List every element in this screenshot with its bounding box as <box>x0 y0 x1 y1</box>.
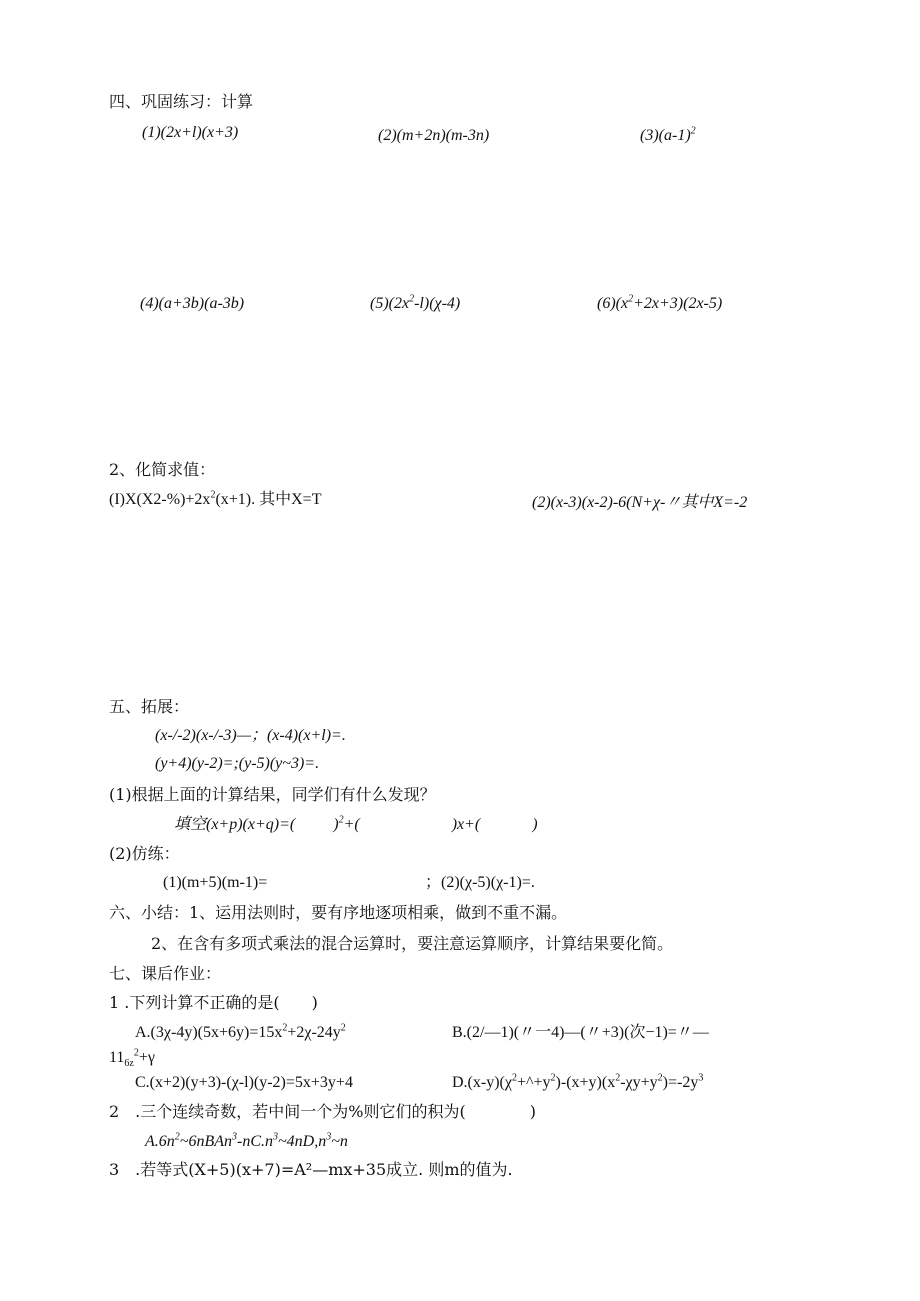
extension-question-2: (2)仿练： <box>109 844 180 863</box>
option-c: C.(x+2)(y+3)-(χ-l)(y-2)=5x+3y+4 <box>135 1074 353 1091</box>
homework-question-1: 1 .下列计算不正确的是( ) <box>109 993 318 1012</box>
option-b-continued: $11_{6z}^2+\gamma$ <box>109 1047 155 1070</box>
simplify-heading: 2、化简求值： <box>109 460 216 479</box>
summary-line-2: 2、在含有多项式乘法的混合运算时，要注意运算顺序，计算结果要化简。 <box>151 934 674 953</box>
problem-5: $(5)(2x^2-l)(\chi-4)$ <box>370 293 461 312</box>
problem-3: $(3)(a-1)^2$ <box>640 125 696 144</box>
section-heading-extension: 五、拓展： <box>109 697 190 716</box>
homework-question-3: 3 .若等式(X+5)(x+7)=A²—mx+35成立. 则m的值为. <box>109 1160 513 1179</box>
summary-line-1: 六、小结：1、运用法则时，要有序地逐项相乘，做到不重不漏。 <box>109 903 568 922</box>
option-d: $D.(x-y)(\chi^2+\^{}+y^2)-(x+y)(x^2-\chi y+y^2)=-2y^3$ <box>452 1072 704 1091</box>
question-2-options: $A.6n^2\sim 6nBAn^3-nC.n^3\sim 4nD,n^3\sim n$ <box>145 1131 348 1150</box>
simplify-problem-1: $(I)X(X2-\%)+2x^2(x+1)$. 其中X=T <box>109 489 322 508</box>
extension-question-1: (1)根据上面的计算结果，同学们有什么发现？ <box>109 785 436 804</box>
simplify-problem-2: (2)(x-3)(x-2)-6(N+χ-〃其中X=-2 <box>532 494 748 511</box>
fill-in-formula: 填空(x+p)(x+q)=( )$^2$+( )x+( ) <box>174 814 538 833</box>
problem-2: (2)(m+2n)(m-3n) <box>378 127 490 144</box>
extension-expr-2: (y+4)(y-2)=;(y-5)(y~3)=. <box>155 755 320 772</box>
option-a: $A.(3\chi-4y)(5x+6y)=15x^2+2\chi-24y^2$ <box>135 1022 346 1041</box>
homework-question-2: 2 .三个连续奇数，若中间一个为%则它们的积为( ) <box>109 1102 536 1121</box>
imitation-problem-1: (1)(m+5)(m-1)= <box>163 874 268 891</box>
option-b: B.(2/—1)(〃一4)—(〃+3)(次−1)=〃— <box>452 1024 709 1041</box>
problem-4: (4)(a+3b)(a-3b) <box>140 295 245 312</box>
homework-heading: 七、课后作业： <box>109 964 222 983</box>
section-heading-practice: 四、巩固练习：计算 <box>109 92 254 111</box>
extension-expr-1: (x-/-2)(x-/-3)—；(x-4)(x+l)=. <box>155 727 346 744</box>
imitation-problem-2: ；(2)(χ-5)(χ-1)=. <box>425 874 535 891</box>
problem-1: (1)(2x+l)(x+3) <box>142 124 239 141</box>
problem-6: $(6)(x^2+2x+3)(2x-5)$ <box>597 293 723 312</box>
